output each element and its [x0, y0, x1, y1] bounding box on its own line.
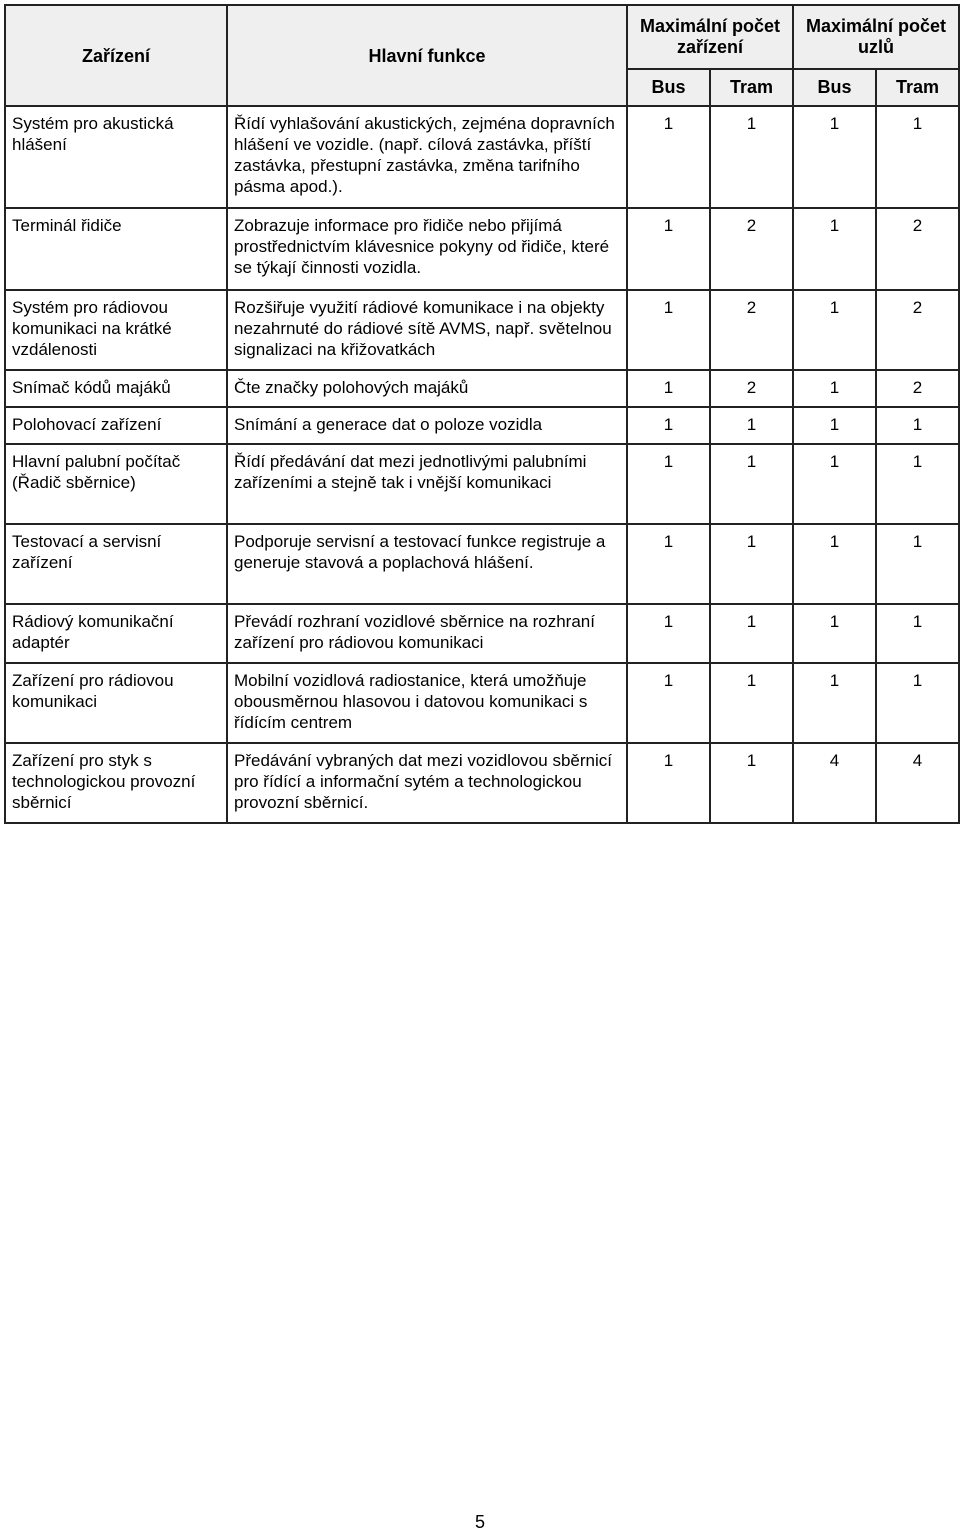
- value-bus-nodes: 1: [793, 290, 876, 370]
- header-tram-nodes: Tram: [876, 69, 959, 106]
- table-row: [5, 106, 959, 208]
- value-bus-devices: 1: [627, 604, 710, 663]
- function-cell: Řídí vyhlašování akustických, zejména dopravních hlášení ve vozidle. (např. cílová zastávka, příští zastávka, přestupní zastávka, změna tarifního pásma apod.).: [227, 106, 627, 208]
- device-cell: Polohovací zařízení: [5, 407, 227, 444]
- table-row: [5, 370, 959, 407]
- value-tram-nodes: 4: [876, 743, 959, 823]
- table-row: [5, 604, 959, 663]
- table-row: [5, 743, 959, 823]
- value-tram-devices: 1: [710, 407, 793, 444]
- value-tram-devices: 1: [710, 524, 793, 604]
- value-tram-devices: 1: [710, 663, 793, 743]
- table-row: [5, 290, 959, 370]
- device-cell: Rádiový komunikační adaptér: [5, 604, 227, 663]
- function-cell: Zobrazuje informace pro řidiče nebo přijímá prostřednictvím klávesnice pokyny od řidiče, které se týkají činnosti vozidla.: [227, 208, 627, 290]
- value-bus-devices: 1: [627, 370, 710, 407]
- page-number: 5: [474, 1512, 485, 1532]
- value-tram-devices: 1: [710, 743, 793, 823]
- function-cell: Předávání vybraných dat mezi vozidlovou sběrnicí pro řídící a informační sytém a technologickou provozní sběrnicí.: [227, 743, 627, 823]
- device-cell: Testovací a servisní zařízení: [5, 524, 227, 604]
- device-cell: Zařízení pro styk s technologickou provozní sběrnicí: [5, 743, 227, 823]
- device-cell: Systém pro rádiovou komunikaci na krátké vzdálenosti: [5, 290, 227, 370]
- function-cell: Řídí předávání dat mezi jednotlivými palubními zařízeními a stejně tak i vnější komunikaci: [227, 444, 627, 524]
- value-tram-nodes: 1: [876, 444, 959, 524]
- value-tram-nodes: 1: [876, 604, 959, 663]
- table-row: [5, 208, 959, 290]
- value-tram-nodes: 2: [876, 208, 959, 290]
- device-cell: Systém pro akustická hlášení: [5, 106, 227, 208]
- table-row: [5, 407, 959, 444]
- value-bus-devices: 1: [627, 106, 710, 208]
- value-bus-nodes: 4: [793, 743, 876, 823]
- device-cell: Terminál řidiče: [5, 208, 227, 290]
- device-cell: Snímač kódů majáků: [5, 370, 227, 407]
- header-max-devices: Maximální počet zařízení: [627, 5, 793, 69]
- value-tram-devices: 2: [710, 208, 793, 290]
- value-bus-nodes: 1: [793, 208, 876, 290]
- value-bus-nodes: 1: [793, 663, 876, 743]
- header-device: Zařízení: [5, 5, 227, 106]
- function-cell: Snímání a generace dat o poloze vozidla: [227, 407, 627, 444]
- value-tram-devices: 2: [710, 290, 793, 370]
- value-bus-devices: 1: [627, 524, 710, 604]
- value-bus-devices: 1: [627, 290, 710, 370]
- value-tram-nodes: 1: [876, 663, 959, 743]
- value-bus-nodes: 1: [793, 524, 876, 604]
- value-tram-nodes: 1: [876, 407, 959, 444]
- header-function: Hlavní funkce: [227, 5, 627, 106]
- header-bus-nodes: Bus: [793, 69, 876, 106]
- value-bus-devices: 1: [627, 663, 710, 743]
- function-cell: Mobilní vozidlová radiostanice, která umožňuje obousměrnou hlasovou i datovou komunikaci s řídícím centrem: [227, 663, 627, 743]
- header-row-top: [5, 5, 959, 69]
- table-row: [5, 444, 959, 524]
- value-bus-nodes: 1: [793, 407, 876, 444]
- value-tram-devices: 1: [710, 444, 793, 524]
- table-row: [5, 524, 959, 604]
- function-cell: Čte značky polohových majáků: [227, 370, 627, 407]
- device-cell: Hlavní palubní počítač (Řadič sběrnice): [5, 444, 227, 524]
- header-max-nodes: Maximální počet uzlů: [793, 5, 959, 69]
- value-tram-nodes: 1: [876, 106, 959, 208]
- value-tram-nodes: 1: [876, 524, 959, 604]
- value-tram-nodes: 2: [876, 290, 959, 370]
- function-cell: Převádí rozhraní vozidlové sběrnice na rozhraní zařízení pro rádiovou komunikaci: [227, 604, 627, 663]
- device-cell: Zařízení pro rádiovou komunikaci: [5, 663, 227, 743]
- devices-table: [4, 4, 960, 824]
- value-bus-nodes: 1: [793, 106, 876, 208]
- header-bus-devices: Bus: [627, 69, 710, 106]
- value-bus-devices: 1: [627, 743, 710, 823]
- value-tram-devices: 1: [710, 604, 793, 663]
- value-bus-nodes: 1: [793, 444, 876, 524]
- table-row: [5, 663, 959, 743]
- value-tram-devices: 2: [710, 370, 793, 407]
- value-bus-devices: 1: [627, 407, 710, 444]
- value-tram-nodes: 2: [876, 370, 959, 407]
- header-tram-devices: Tram: [710, 69, 793, 106]
- function-cell: Podporuje servisní a testovací funkce registruje a generuje stavová a poplachová hlášení.: [227, 524, 627, 604]
- value-bus-devices: 1: [627, 444, 710, 524]
- value-tram-devices: 1: [710, 106, 793, 208]
- value-bus-nodes: 1: [793, 604, 876, 663]
- value-bus-devices: 1: [627, 208, 710, 290]
- value-bus-nodes: 1: [793, 370, 876, 407]
- function-cell: Rozšiřuje využití rádiové komunikace i na objekty nezahrnuté do rádiové sítě AVMS, např. světelnou signalizaci na křižovatkách: [227, 290, 627, 370]
